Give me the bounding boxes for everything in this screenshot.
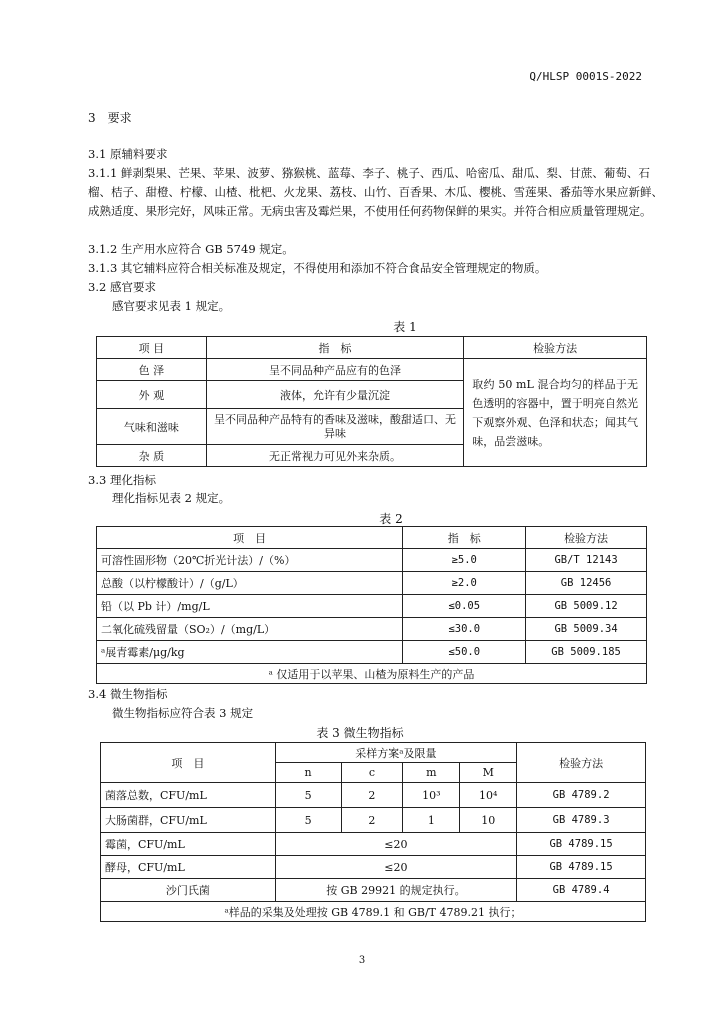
- table-3: [100, 742, 646, 922]
- table-cell: 色 泽: [97, 359, 207, 381]
- table-cell: GB 12456: [526, 572, 647, 595]
- table-cell: ≥5.0: [403, 549, 526, 572]
- table-2-caption: 表 2: [379, 512, 403, 526]
- table-2: [96, 526, 647, 684]
- table-cell: ≥2.0: [403, 572, 526, 595]
- table-cell: 霉菌，CFU/mL: [101, 833, 276, 856]
- table-1: [96, 336, 647, 467]
- table-3-header-m: m: [403, 763, 460, 783]
- section-3-3-intro: 理化指标见表 2 规定。: [112, 491, 231, 505]
- table-3-note: ᵃ样品的采集及处理按 GB 4789.1 和 GB/T 4789.21 执行；: [101, 902, 646, 922]
- table-cell: 2: [341, 783, 403, 808]
- table-cell: GB 4789.2: [517, 783, 646, 808]
- table-cell: 总酸（以柠檬酸计）/（g/L）: [97, 572, 403, 595]
- table-cell: 呈不同品种产品应有的色泽: [206, 359, 464, 381]
- table-2-header-method: 检验方法: [526, 527, 647, 549]
- table-cell: 呈不同品种产品特有的香味及滋味，酸甜适口、无异味: [206, 409, 464, 445]
- table-cell: 无正常视力可见外来杂质。: [206, 445, 464, 467]
- table-cell: 按 GB 29921 的规定执行。: [275, 879, 517, 902]
- table-cell: ≤30.0: [403, 618, 526, 641]
- table-1-method: 取约 50 mL 混合均匀的样品于无色透明的容器中，置于明亮自然光下观察外观、色泽和状态；闻其气味，品尝滋味。: [464, 359, 647, 467]
- section-3-2-title: 3.2 感官要求: [88, 280, 156, 294]
- standard-code: Q/HLSP 0001S-2022: [529, 70, 642, 83]
- table-cell: 气味和滋味: [97, 409, 207, 445]
- paragraph-3-1-1: 3.1.1 鲜剥梨果、芒果、苹果、波萝、猕猴桃、蓝莓、李子、桃子、西瓜、哈密瓜、甜瓜、梨、甘蔗、葡萄、石榴、桔子、甜橙、柠檬、山楂、枇杷、火龙果、荔枝、山竹、百香果、木瓜、樱桃、雪莲果、番茄等水果应新鲜、成熟适度、果形完好，风味正常。无病虫害及霉烂果，不使用任何药物保鲜的果实。并符合相应质量管理规定。: [88, 166, 663, 218]
- table-cell: GB/T 12143: [526, 549, 647, 572]
- table-cell: 液体，允许有少量沉淀: [206, 381, 464, 409]
- section-3-1-title: 3.1 原辅料要求: [88, 147, 168, 161]
- table-cell: 1: [403, 808, 460, 833]
- table-cell: 5: [275, 808, 341, 833]
- table-3-caption: 表 3 微生物指标: [316, 726, 404, 740]
- paragraph-3-1-3: 3.1.3 其它辅料应符合相关标准及规定，不得使用和添加不符合食品安全管理规定的物质。: [88, 261, 547, 275]
- table-cell: GB 4789.3: [517, 808, 646, 833]
- table-1-caption: 表 1: [393, 320, 417, 334]
- table-cell: ᵃ展青霉素/μg/kg: [97, 641, 403, 664]
- table-cell: ≤20: [275, 856, 517, 879]
- table-cell: 菌落总数，CFU/mL: [101, 783, 276, 808]
- section-3-3-title: 3.3 理化指标: [88, 473, 156, 487]
- table-cell: 10: [460, 808, 517, 833]
- section-3-4-intro: 微生物指标应符合表 3 规定: [112, 706, 254, 720]
- table-1-header-spec: 指 标: [206, 337, 464, 359]
- table-cell: 10⁴: [460, 783, 517, 808]
- table-3-header-n: n: [275, 763, 341, 783]
- table-cell: GB 5009.34: [526, 618, 647, 641]
- table-cell: 可溶性固形物（20℃折光计法）/（%）: [97, 549, 403, 572]
- table-cell: ≤20: [275, 833, 517, 856]
- table-cell: ≤0.05: [403, 595, 526, 618]
- table-cell: GB 4789.4: [517, 879, 646, 902]
- table-2-header-item: 项 目: [97, 527, 403, 549]
- table-cell: GB 5009.12: [526, 595, 647, 618]
- table-cell: 沙门氏菌: [101, 879, 276, 902]
- table-cell: 杂 质: [97, 445, 207, 467]
- table-cell: 二氧化硫残留量（SO₂）/（mg/L）: [97, 618, 403, 641]
- table-cell: 铅（以 Pb 计）/mg/L: [97, 595, 403, 618]
- paragraph-3-1-2: 3.1.2 生产用水应符合 GB 5749 规定。: [88, 242, 294, 256]
- table-cell: 5: [275, 783, 341, 808]
- table-3-header-item: 项 目: [101, 743, 276, 783]
- section-3-2-intro: 感官要求见表 1 规定。: [112, 299, 231, 313]
- section-3-title: 3 要求: [88, 111, 132, 125]
- table-3-header-plan: 采样方案ᵃ及限量: [275, 743, 517, 763]
- table-1-header-item: 项 目: [97, 337, 207, 359]
- table-cell: 大肠菌群，CFU/mL: [101, 808, 276, 833]
- table-cell: 2: [341, 808, 403, 833]
- table-cell: GB 4789.15: [517, 856, 646, 879]
- table-cell: 酵母，CFU/mL: [101, 856, 276, 879]
- table-cell: ≤50.0: [403, 641, 526, 664]
- table-cell: GB 4789.15: [517, 833, 646, 856]
- table-cell: 外 观: [97, 381, 207, 409]
- table-1-header-method: 检验方法: [464, 337, 647, 359]
- table-3-header-c: c: [341, 763, 403, 783]
- section-3-4-title: 3.4 微生物指标: [88, 687, 168, 701]
- table-2-note: ᵃ 仅适用于以苹果、山楂为原料生产的产品: [97, 664, 647, 684]
- page-number: 3: [358, 955, 366, 966]
- table-2-header-spec: 指 标: [403, 527, 526, 549]
- table-3-header-M: M: [460, 763, 517, 783]
- table-cell: 10³: [403, 783, 460, 808]
- table-3-header-method: 检验方法: [517, 743, 646, 783]
- table-cell: GB 5009.185: [526, 641, 647, 664]
